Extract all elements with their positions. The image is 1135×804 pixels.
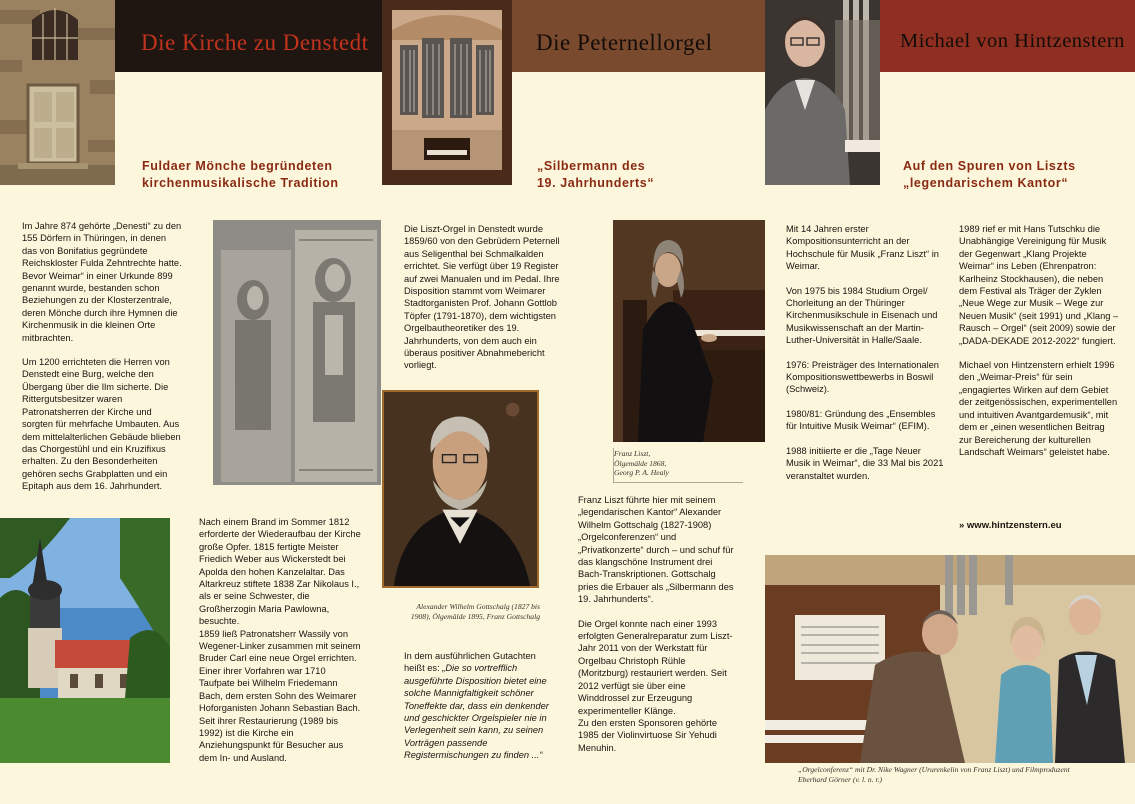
hintzenstern-portrait-photo [765, 0, 880, 185]
column-3-quote [404, 650, 558, 762]
subtitle-organ-line1: „Silbermann des [537, 159, 646, 173]
column-2-text [199, 516, 361, 764]
liszt-caption-line1: Franz Liszt, [614, 449, 651, 458]
subtitle-organ-line2: 19. Jahrhunderts“ [537, 176, 655, 190]
subtitle-church-line2: kirchenmusikalische Tradition [142, 176, 339, 190]
liszt-portrait-painting [613, 220, 765, 442]
orgelconferenz-photo [765, 555, 1135, 763]
col6-paragraph-2: Michael von Hintzenstern erhielt 1996 den „Weimar-Preis“ für sein „engagiertes Wirken auf dem Gebiet der zeitgenössischen, experimentellen und intuitiven Avantgardemusik“, mit dem er „einen wesentlichen Beitrag zur Bereicherung der kulturellen Landschaft Weimars“ geleistet habe. [959, 360, 1118, 457]
column-5-text [786, 223, 946, 494]
liszt-caption-line2: Ölgemälde 1868, [614, 458, 667, 468]
section-title-person: Michael von Hintzenstern [900, 30, 1125, 52]
col1-paragraph-2: Um 1200 errichteten die Herren von Denstedt eine Burg, welche den Übergang über die Ilm sicherte. Die Rittergutsbesitzer waren Patronatsherren der Kirche und sorgten für mehrfache Umbauten. Aus dem mittelalterlichen Gebäude blieben das Chorgestühl und ein Kruzifixus erhalten. Zu den Besonderheiten gehören sechs Grabplatten und ein Epitaph aus dem 16. Jahrhundert. [22, 357, 181, 492]
col1-paragraph-1: Im Jahre 874 gehörte „Denesti“ zu den 155 Dörfern in Thüringen, in denen das von Bonifatius gegründete Reichskloster Fulda Zehntrechte hatte. Bevor Weimar“ in einer Urkunde 899 genannt wurde, bestanden schon Beziehungen zu der Klosterzentrale, deren Mönche durch ihre Hymnen die Kirchenmusik in die kleinen Orte mitbrachten. [22, 221, 182, 343]
column-6-text [959, 223, 1119, 470]
col5-paragraph-4: 1980/81: Gründung des „Ensembles für Intuitive Musik Weimar“ (EFIM). [786, 408, 936, 432]
col2-paragraph-3: Seit ihrer Restaurierung (1989 bis 1992) ist die Kirche ein Anziehungspunkt für Besucher aus dem In- und Ausland. [199, 715, 344, 763]
gravestone-relief-photo [213, 220, 381, 485]
col6-paragraph-1: 1989 rief er mit Hans Tutschku die Unabhängige Vereinigung für Musik der Gegenwart „Klang Projekte Weimar“ ins Leben (Ehrenpatron: Karlheinz Stockhausen), die neben dem Festival als Träger der Zyklen „Neue Wege zur Musik – Wege zur Neuen Musik“ (seit 1991) und „Klang – Rausch – Orgel“ (seit 2009) sowie der „DADA-DEKADE 2012-2022“ fungiert. [959, 224, 1119, 346]
header-band-organ [512, 0, 765, 72]
col3-paragraph-1: Die Liszt-Orgel in Denstedt wurde 1859/60 von den Gebrüdern Peternell aus Seligenthal bei Schmalkalden errichtet. Sie verfügt über 19 Register auf zwei Manualen und im Pedal. Ihre Disposition stammt vom Weimarer Stadtorganisten Prof. Johann Gottlob Töpfer (1791-1870), dem wichtigsten Orgelbautheoretiker des 19. Jahrhunderts, von dem auch ein überaus positiver Abnahmebericht vorliegt. [404, 224, 560, 371]
liszt-caption [613, 448, 743, 483]
header-band-person [880, 0, 1135, 72]
subtitle-church [142, 158, 339, 192]
orgelconferenz-caption: „Orgelconferenz“ mit Dr. Nike Wagner (Ururenkelin von Franz Liszt) und Filmproduzent Eberhard Görner (v. l. n. r.) [798, 765, 1070, 784]
church-door-photo [0, 0, 115, 185]
gottschalg-caption: Alexander Wilhelm Gottschalg (1827 bis 1908), Ölgemälde 1895, Franz Gottschalg [410, 602, 540, 621]
header-band-church [115, 0, 382, 72]
organ-photo [382, 0, 512, 185]
liszt-caption-line3: Georg P. A. Healy [614, 468, 669, 478]
section-title-church: Die Kirche zu Denstedt [141, 30, 369, 55]
col4-paragraph-2: Die Orgel konnte nach einer 1993 erfolgten Generalreparatur zum Liszt-Jahr 2011 von der Werkstatt für Orgelbau Christoph Rühle (Moritzburg) restauriert werden. Seit 2012 verfügt sie über eine Winddrossel zur Erzeugung experimenteller Klänge. [578, 618, 733, 716]
subtitle-person [903, 158, 1076, 192]
col5-paragraph-2: Von 1975 bis 1984 Studium Orgel/ Chorleitung an der Thüringer Kirchenmusikschule in Eisenach und Musikwissenschaft an der Martin-Luther-Universität in Halle/Saale. [786, 285, 938, 346]
website-link[interactable]: » www.hintzenstern.eu [959, 520, 1062, 531]
col5-paragraph-3: 1976: Preisträger des Internationalen Kompositionswettbewerbs in Boswil (Schweiz). [786, 359, 939, 395]
col2-paragraph-1: Nach einem Brand im Sommer 1812 erforderte der Wiederaufbau der Kirche große Opfer. 1815 fertigte Meister Friedich Weber aus Wickerstedt bei Apolda den hohen Kanzelaltar. Das Altarkreuz stiftete 1838 Zar Nikolaus I., als er seine Schwester, die Großherzogin Maria Pawlowna, besuchte. [199, 517, 361, 627]
col2-paragraph-2: 1859 ließ Patronatsherr Wassily von Wegener-Linker zusammen mit seinem Bruder Carl eine neue Orgel errichten. Einer ihrer Vorfahren war 1710 Taufpate bei Wilhelm Friedemann Bach, dem ersten Sohn des Weimarer Hoforganisten Johann Sebastian Bach. [199, 628, 361, 714]
col4-paragraph-1: Franz Liszt führte hier mit seinem „legendarischen Kantor“ Alexander Wilhelm Gottschalg (1827-1908) „Orgelconferenzen“ und „Privatkonzerte“ durch – und schuf für das klangschöne Instrument drei Bach-Transkriptionen. Gottschalg pries die Erbauer als „Silbermann des 19. Jahrhunderts“. [578, 495, 734, 605]
church-exterior-photo [0, 518, 170, 763]
subtitle-church-line1: Fuldaer Mönche begründeten [142, 159, 333, 173]
column-4-text [578, 494, 736, 754]
subtitle-person-line1: Auf den Spuren von Liszts [903, 159, 1076, 173]
subtitle-organ [537, 158, 654, 192]
gottschalg-portrait-painting [382, 390, 539, 588]
section-title-organ: Die Peternellorgel [536, 30, 713, 55]
column-1-text [22, 220, 182, 505]
subtitle-person-line2: „legendarischem Kantor“ [903, 176, 1069, 190]
col3-quote-text: „Die so vortrefflich ausgeführte Disposition bietet eine solche Mannigfaltigkeit schöner Toneffekte dar, dass ein denkender und geschickter Orgelspieler nie in Verlegenheit sein kann, zu seinen Vorträgen passende Registermischungen zu finden ...“ [404, 663, 549, 761]
col4-paragraph-3: Zu den ersten Sponsoren gehörte 1985 der Violinvirtuose Sir Yehudi Menuhin. [578, 717, 718, 753]
col5-paragraph-5: 1988 initiierte er die „Tage Neuer Musik in Weimar“, die 33 Mal bis 2021 veranstaltet wurden. [786, 445, 944, 481]
column-3-text [404, 223, 560, 384]
col3-quote-intro: In dem ausführlichen Gutachten heißt es: [404, 651, 536, 674]
col5-paragraph-1: Mit 14 Jahren erster Kompositionsunterricht an der Hochschule für Musik „Franz Liszt“ in Weimar. [786, 224, 939, 272]
